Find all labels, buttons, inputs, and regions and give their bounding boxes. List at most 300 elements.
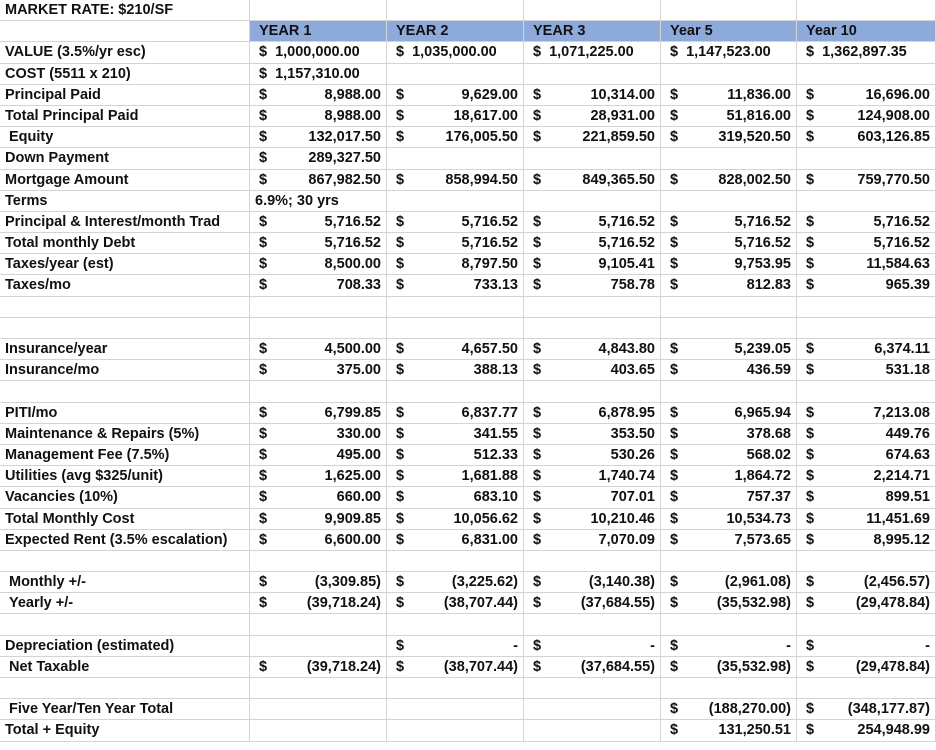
- empty-cell[interactable]: [250, 614, 387, 635]
- cell-value: 436.59: [746, 362, 791, 379]
- row-label-cell[interactable]: [0, 191, 250, 212]
- currency-cell[interactable]: [797, 487, 936, 508]
- empty-cell[interactable]: [250, 551, 387, 572]
- empty-cell[interactable]: [524, 0, 661, 21]
- cell-value: 758.78: [610, 277, 655, 294]
- currency-cell[interactable]: [797, 699, 936, 720]
- row-label-cell[interactable]: [0, 530, 250, 551]
- currency-cell[interactable]: [524, 339, 661, 360]
- currency-cell[interactable]: [250, 445, 387, 466]
- row-label-cell[interactable]: [0, 127, 250, 148]
- row-label-cell[interactable]: [0, 148, 250, 169]
- currency-cell[interactable]: [661, 593, 797, 614]
- row-label-cell[interactable]: [0, 254, 250, 275]
- empty-cell[interactable]: [387, 0, 524, 21]
- currency-cell[interactable]: [387, 275, 524, 296]
- row-label-cell[interactable]: [0, 509, 250, 530]
- row-label-cell[interactable]: [0, 275, 250, 296]
- currency-cell[interactable]: [524, 636, 661, 657]
- row-label-cell[interactable]: [0, 85, 250, 106]
- currency-cell[interactable]: [661, 275, 797, 296]
- empty-cell[interactable]: [387, 678, 524, 699]
- empty-cell[interactable]: [661, 551, 797, 572]
- currency-cell[interactable]: [387, 339, 524, 360]
- empty-cell[interactable]: [250, 720, 387, 741]
- currency-symbol: $: [806, 404, 815, 421]
- cell-value: 849,365.50: [582, 171, 655, 188]
- row-label-cell[interactable]: [0, 170, 250, 191]
- currency-cell[interactable]: [250, 593, 387, 614]
- currency-cell[interactable]: [387, 360, 524, 381]
- currency-cell[interactable]: [387, 42, 524, 63]
- currency-cell[interactable]: [387, 572, 524, 593]
- currency-cell[interactable]: [524, 572, 661, 593]
- cell-value: (39,718.24): [306, 595, 381, 612]
- empty-cell[interactable]: [524, 381, 661, 402]
- currency-cell[interactable]: [250, 339, 387, 360]
- empty-cell[interactable]: [0, 318, 250, 339]
- currency-cell[interactable]: [250, 170, 387, 191]
- currency-cell[interactable]: [387, 212, 524, 233]
- cell-value: 603,126.85: [857, 129, 930, 146]
- currency-cell[interactable]: [387, 466, 524, 487]
- column-header[interactable]: [250, 21, 387, 42]
- column-header[interactable]: [797, 21, 936, 42]
- currency-cell[interactable]: [387, 254, 524, 275]
- cell-value: (37,684.55): [580, 658, 655, 675]
- column-header[interactable]: [661, 21, 797, 42]
- empty-cell[interactable]: [797, 318, 936, 339]
- empty-cell[interactable]: [387, 297, 524, 318]
- currency-cell[interactable]: [250, 148, 387, 169]
- row-label-cell[interactable]: [0, 64, 250, 85]
- currency-cell[interactable]: [797, 720, 936, 741]
- empty-cell[interactable]: [797, 381, 936, 402]
- cell-value: 4,657.50: [461, 341, 518, 357]
- currency-symbol: $: [533, 658, 542, 675]
- cell-value: 9,629.00: [461, 86, 518, 103]
- currency-cell[interactable]: [524, 212, 661, 233]
- empty-cell[interactable]: [250, 297, 387, 318]
- currency-cell[interactable]: [524, 85, 661, 106]
- currency-cell[interactable]: [797, 445, 936, 466]
- cell-value: 254,948.99: [857, 722, 930, 739]
- currency-cell[interactable]: [661, 424, 797, 445]
- cell-value: 495.00: [336, 446, 381, 463]
- currency-cell[interactable]: [797, 42, 936, 63]
- currency-symbol: $: [670, 277, 679, 294]
- currency-cell[interactable]: [797, 127, 936, 148]
- currency-symbol: $: [806, 129, 815, 146]
- currency-cell[interactable]: [250, 85, 387, 106]
- cell-value: 1,681.88: [461, 468, 518, 485]
- cell-value: 1,157,310.00: [275, 65, 360, 82]
- empty-cell[interactable]: [250, 318, 387, 339]
- empty-cell[interactable]: [661, 297, 797, 318]
- row-label-cell[interactable]: [0, 699, 250, 720]
- row-label-cell[interactable]: [0, 360, 250, 381]
- empty-cell[interactable]: [524, 297, 661, 318]
- row-label: Mortgage Amount: [5, 171, 129, 188]
- currency-cell[interactable]: [661, 106, 797, 127]
- currency-symbol: $: [806, 213, 815, 230]
- row-label: Equity: [9, 129, 54, 146]
- row-label-cell[interactable]: [0, 403, 250, 424]
- currency-cell[interactable]: [250, 360, 387, 381]
- currency-cell[interactable]: [524, 127, 661, 148]
- cell-value: 828,002.50: [718, 171, 791, 188]
- empty-cell[interactable]: [797, 148, 936, 169]
- currency-symbol: $: [806, 425, 815, 442]
- currency-cell[interactable]: [387, 636, 524, 657]
- empty-cell[interactable]: [661, 64, 797, 85]
- row-label: Total Monthly Cost: [5, 510, 135, 527]
- currency-cell[interactable]: [661, 403, 797, 424]
- row-label-cell[interactable]: [0, 106, 250, 127]
- currency-symbol: $: [806, 277, 815, 294]
- currency-cell[interactable]: [661, 445, 797, 466]
- currency-symbol: $: [533, 213, 542, 230]
- cell-value: 330.00: [336, 425, 381, 442]
- title-cell[interactable]: [0, 0, 250, 21]
- cell-value: 6,878.95: [598, 404, 655, 421]
- cell-value: (3,225.62): [451, 574, 518, 591]
- currency-cell[interactable]: [387, 106, 524, 127]
- currency-symbol: $: [533, 404, 542, 421]
- empty-cell[interactable]: [661, 381, 797, 402]
- empty-cell[interactable]: [387, 148, 524, 169]
- row-label-cell[interactable]: [0, 466, 250, 487]
- currency-cell[interactable]: [797, 657, 936, 678]
- currency-symbol: $: [533, 341, 542, 357]
- row-label-cell[interactable]: [0, 720, 250, 741]
- currency-cell[interactable]: [524, 487, 661, 508]
- cell-value: 10,210.46: [590, 510, 655, 527]
- empty-cell[interactable]: [797, 551, 936, 572]
- empty-cell[interactable]: [0, 551, 250, 572]
- currency-cell[interactable]: [524, 403, 661, 424]
- currency-symbol: $: [670, 574, 679, 591]
- currency-symbol: $: [259, 468, 268, 485]
- row-label: Principal Paid: [5, 86, 101, 103]
- empty-cell[interactable]: [524, 551, 661, 572]
- cell-value: 51,816.00: [726, 107, 791, 124]
- currency-symbol: $: [259, 510, 268, 527]
- cell-value: 8,988.00: [324, 107, 381, 124]
- currency-cell[interactable]: [387, 509, 524, 530]
- currency-symbol: $: [396, 362, 405, 379]
- currency-cell[interactable]: [250, 530, 387, 551]
- currency-cell[interactable]: [250, 233, 387, 254]
- cell-value: 5,716.52: [598, 235, 655, 252]
- currency-cell[interactable]: [797, 85, 936, 106]
- row-label: Depreciation (estimated): [5, 637, 175, 654]
- row-label: Utilities (avg $325/unit): [5, 468, 163, 485]
- currency-cell[interactable]: [250, 42, 387, 63]
- row-label-cell[interactable]: [0, 445, 250, 466]
- currency-cell[interactable]: [387, 593, 524, 614]
- cell-value: 1,625.00: [324, 468, 381, 485]
- currency-cell[interactable]: [524, 466, 661, 487]
- currency-symbol: $: [259, 129, 268, 146]
- empty-cell[interactable]: [524, 64, 661, 85]
- empty-cell[interactable]: [0, 297, 250, 318]
- empty-cell[interactable]: [524, 318, 661, 339]
- empty-cell[interactable]: [0, 21, 250, 42]
- cell-value: 9,753.95: [734, 256, 791, 273]
- column-header-label: Year 5: [670, 23, 713, 40]
- row-label-cell[interactable]: [0, 487, 250, 508]
- currency-cell[interactable]: [387, 403, 524, 424]
- currency-cell[interactable]: [797, 212, 936, 233]
- currency-cell[interactable]: [661, 85, 797, 106]
- currency-cell[interactable]: [524, 657, 661, 678]
- empty-cell[interactable]: [797, 678, 936, 699]
- empty-cell[interactable]: [250, 678, 387, 699]
- currency-cell[interactable]: [797, 424, 936, 445]
- cell-value: 1,147,523.00: [686, 44, 771, 61]
- currency-symbol: $: [259, 65, 268, 82]
- currency-cell[interactable]: [524, 233, 661, 254]
- currency-cell[interactable]: [797, 106, 936, 127]
- currency-cell[interactable]: [797, 466, 936, 487]
- currency-cell[interactable]: [387, 530, 524, 551]
- currency-cell[interactable]: [661, 339, 797, 360]
- currency-cell[interactable]: [661, 127, 797, 148]
- currency-cell[interactable]: [250, 64, 387, 85]
- currency-symbol: $: [670, 722, 679, 739]
- currency-symbol: $: [396, 213, 405, 230]
- empty-cell[interactable]: [524, 148, 661, 169]
- currency-cell[interactable]: [661, 699, 797, 720]
- empty-cell[interactable]: [387, 699, 524, 720]
- currency-symbol: $: [806, 362, 815, 379]
- empty-cell[interactable]: [387, 381, 524, 402]
- empty-cell[interactable]: [524, 678, 661, 699]
- currency-symbol: $: [670, 468, 679, 485]
- empty-cell[interactable]: [797, 297, 936, 318]
- currency-cell[interactable]: [797, 275, 936, 296]
- row-label-cell[interactable]: [0, 339, 250, 360]
- currency-cell[interactable]: [250, 127, 387, 148]
- currency-cell[interactable]: [661, 720, 797, 741]
- currency-symbol: $: [533, 277, 542, 294]
- currency-cell[interactable]: [387, 487, 524, 508]
- cell-value: 9,105.41: [598, 256, 655, 273]
- currency-cell[interactable]: [797, 636, 936, 657]
- currency-symbol: $: [670, 595, 679, 612]
- currency-cell[interactable]: [797, 593, 936, 614]
- currency-cell[interactable]: [524, 509, 661, 530]
- empty-cell[interactable]: [524, 720, 661, 741]
- currency-cell[interactable]: [661, 233, 797, 254]
- row-label-cell[interactable]: [0, 424, 250, 445]
- currency-cell[interactable]: [661, 572, 797, 593]
- currency-cell[interactable]: [250, 424, 387, 445]
- currency-cell[interactable]: [797, 339, 936, 360]
- row-label: Taxes/year (est): [5, 256, 114, 273]
- currency-cell[interactable]: [661, 487, 797, 508]
- currency-cell[interactable]: [524, 530, 661, 551]
- currency-symbol: $: [533, 129, 542, 146]
- currency-cell[interactable]: [797, 233, 936, 254]
- currency-cell[interactable]: [250, 275, 387, 296]
- empty-cell[interactable]: [387, 318, 524, 339]
- currency-symbol: $: [396, 574, 405, 591]
- currency-cell[interactable]: [797, 530, 936, 551]
- empty-cell[interactable]: [250, 381, 387, 402]
- row-label-cell[interactable]: [0, 657, 250, 678]
- currency-cell[interactable]: [250, 212, 387, 233]
- empty-cell[interactable]: [387, 720, 524, 741]
- currency-cell[interactable]: [387, 657, 524, 678]
- currency-symbol: $: [396, 107, 405, 124]
- empty-cell[interactable]: [524, 191, 661, 212]
- row-label: Principal & Interest/month Trad: [5, 213, 221, 230]
- currency-cell[interactable]: [250, 403, 387, 424]
- cell-value: 674.63: [885, 446, 930, 463]
- currency-cell[interactable]: [797, 572, 936, 593]
- empty-cell[interactable]: [661, 191, 797, 212]
- currency-cell[interactable]: [250, 509, 387, 530]
- currency-cell[interactable]: [387, 85, 524, 106]
- column-header[interactable]: [387, 21, 524, 42]
- cell-value: 5,716.52: [324, 235, 381, 252]
- currency-symbol: $: [806, 256, 815, 273]
- currency-symbol: $: [533, 531, 542, 548]
- row-label-cell[interactable]: [0, 212, 250, 233]
- empty-cell[interactable]: [0, 381, 250, 402]
- currency-cell[interactable]: [524, 42, 661, 63]
- cell-value: 4,500.00: [324, 341, 381, 357]
- currency-symbol: $: [806, 637, 815, 654]
- currency-cell[interactable]: [250, 572, 387, 593]
- currency-cell[interactable]: [661, 360, 797, 381]
- empty-cell[interactable]: [797, 614, 936, 635]
- cell-value: 7,573.65: [734, 531, 791, 548]
- cell-value: 10,314.00: [590, 86, 655, 103]
- currency-cell[interactable]: [524, 593, 661, 614]
- currency-cell[interactable]: [524, 106, 661, 127]
- cell-text: 6.9%; 30 yrs: [255, 192, 339, 209]
- currency-cell[interactable]: [387, 233, 524, 254]
- row-label: Monthly +/-: [9, 574, 86, 591]
- empty-cell[interactable]: [387, 551, 524, 572]
- empty-cell[interactable]: [0, 678, 250, 699]
- currency-symbol: $: [670, 531, 679, 548]
- currency-cell[interactable]: [661, 170, 797, 191]
- currency-cell[interactable]: [524, 170, 661, 191]
- currency-symbol: $: [670, 446, 679, 463]
- cell-value: 176,005.50: [445, 129, 518, 146]
- currency-symbol: $: [396, 235, 405, 252]
- currency-symbol: $: [670, 637, 679, 654]
- currency-cell[interactable]: [661, 466, 797, 487]
- currency-cell[interactable]: [524, 424, 661, 445]
- empty-cell[interactable]: [661, 0, 797, 21]
- column-header[interactable]: [524, 21, 661, 42]
- currency-cell[interactable]: [661, 212, 797, 233]
- currency-cell[interactable]: [797, 509, 936, 530]
- currency-cell[interactable]: [797, 170, 936, 191]
- empty-cell[interactable]: [661, 148, 797, 169]
- row-label-cell[interactable]: [0, 572, 250, 593]
- currency-cell[interactable]: [250, 466, 387, 487]
- cell-value: 1,000,000.00: [275, 44, 360, 61]
- currency-cell[interactable]: [387, 445, 524, 466]
- cell-value: (3,140.38): [588, 574, 655, 591]
- text-cell[interactable]: [250, 191, 387, 212]
- cell-value: 6,965.94: [734, 404, 791, 421]
- currency-symbol: $: [806, 722, 815, 739]
- empty-cell[interactable]: [797, 0, 936, 21]
- currency-cell[interactable]: [661, 254, 797, 275]
- empty-cell[interactable]: [797, 191, 936, 212]
- currency-cell[interactable]: [387, 170, 524, 191]
- currency-cell[interactable]: [524, 275, 661, 296]
- row-label: Down Payment: [5, 150, 109, 167]
- currency-symbol: $: [396, 129, 405, 146]
- currency-symbol: $: [533, 468, 542, 485]
- currency-cell[interactable]: [797, 403, 936, 424]
- currency-symbol: $: [259, 150, 268, 167]
- cell-value: 965.39: [885, 277, 930, 294]
- currency-cell[interactable]: [797, 360, 936, 381]
- cell-value: 375.00: [336, 362, 381, 379]
- row-label-cell[interactable]: [0, 233, 250, 254]
- empty-cell[interactable]: [661, 678, 797, 699]
- currency-cell[interactable]: [661, 530, 797, 551]
- currency-cell[interactable]: [661, 42, 797, 63]
- row-label-cell[interactable]: [0, 636, 250, 657]
- currency-cell[interactable]: [661, 657, 797, 678]
- empty-cell[interactable]: [250, 636, 387, 657]
- empty-cell[interactable]: [524, 699, 661, 720]
- cell-value: 5,239.05: [734, 341, 791, 357]
- currency-cell[interactable]: [250, 657, 387, 678]
- empty-cell[interactable]: [797, 64, 936, 85]
- row-label-cell[interactable]: [0, 593, 250, 614]
- empty-cell[interactable]: [387, 64, 524, 85]
- cell-value: 1,071,225.00: [549, 44, 634, 61]
- currency-symbol: $: [396, 637, 405, 654]
- empty-cell[interactable]: [0, 614, 250, 635]
- empty-cell[interactable]: [661, 318, 797, 339]
- currency-cell[interactable]: [524, 445, 661, 466]
- currency-cell[interactable]: [661, 509, 797, 530]
- cell-value: (29,478.84): [855, 595, 930, 612]
- empty-cell[interactable]: [524, 614, 661, 635]
- currency-cell[interactable]: [250, 254, 387, 275]
- currency-symbol: $: [396, 404, 405, 421]
- empty-cell[interactable]: [387, 614, 524, 635]
- empty-cell[interactable]: [250, 0, 387, 21]
- empty-cell[interactable]: [250, 699, 387, 720]
- row-label-cell[interactable]: [0, 42, 250, 63]
- currency-cell[interactable]: [250, 487, 387, 508]
- currency-cell[interactable]: [661, 636, 797, 657]
- currency-cell[interactable]: [797, 254, 936, 275]
- currency-cell[interactable]: [387, 127, 524, 148]
- currency-cell[interactable]: [250, 106, 387, 127]
- currency-cell[interactable]: [524, 360, 661, 381]
- currency-cell[interactable]: [524, 254, 661, 275]
- row-label: Taxes/mo: [5, 277, 71, 294]
- currency-cell[interactable]: [387, 424, 524, 445]
- empty-cell[interactable]: [387, 191, 524, 212]
- row-label: Insurance/year: [5, 341, 108, 357]
- empty-cell[interactable]: [661, 614, 797, 635]
